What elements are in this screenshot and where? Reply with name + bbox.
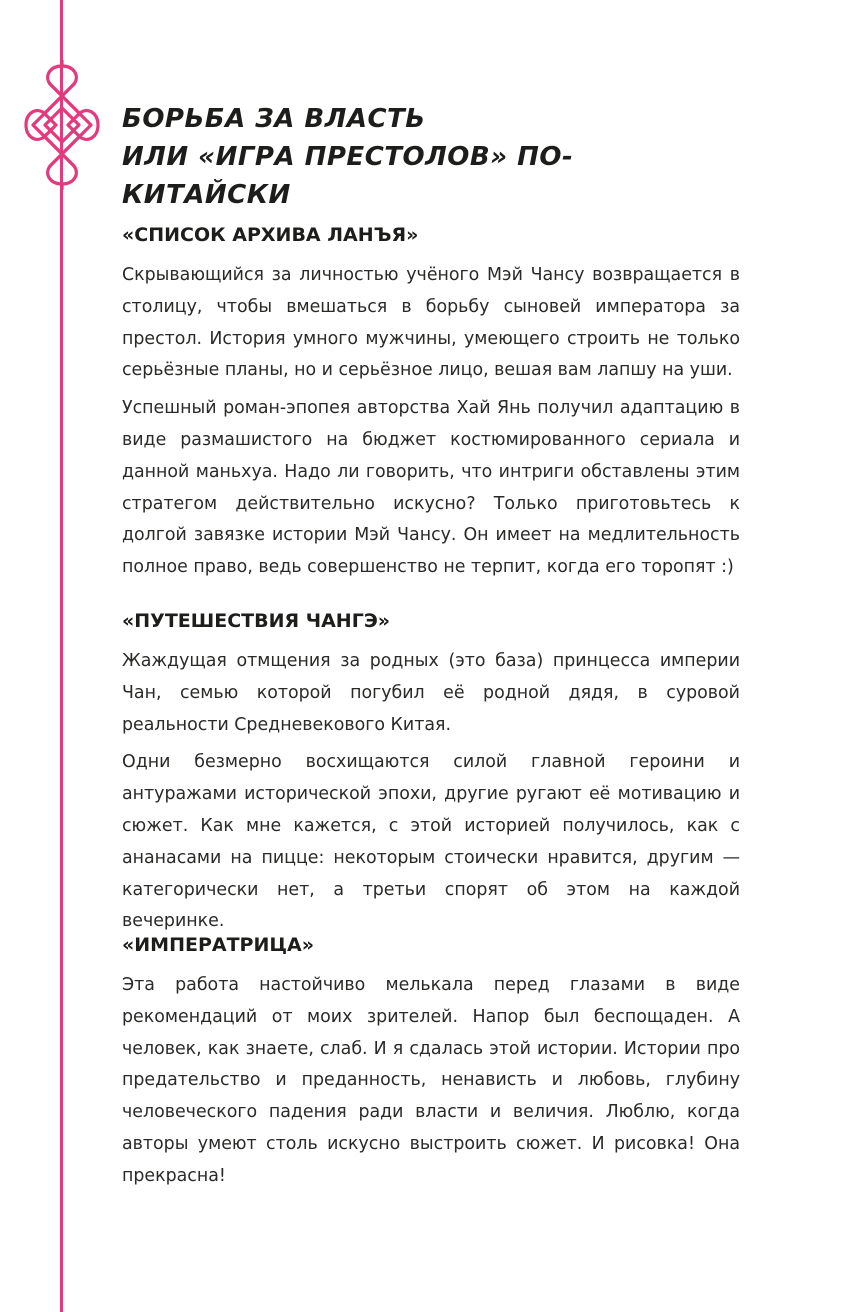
section-langya-archive [122, 222, 740, 584]
section-changge-journeys [122, 608, 740, 938]
section-heading: «СПИСОК АРХИВА ЛАНЪЯ» [122, 224, 419, 246]
chapter-title [122, 100, 740, 214]
margin-accent-line [60, 0, 63, 1312]
endless-knot-icon [22, 60, 102, 190]
chapter-title-line-2: ИЛИ «ИГРА ПРЕСТОЛОВ» ПО-КИТАЙСКИ [122, 142, 574, 210]
section-heading: «ИМПЕРАТРИЦА» [122, 934, 314, 956]
section-empress [122, 932, 740, 1193]
section-paragraph: Одни безмерно восхищаются силой главной героини и антуражами исторической эпохи, другие ругают её мотивацию и сюжет. Как мне кажется, с этой историей получилось, как с ананасами на пицце: некоторым стоически нравится, другим — категорически нет, а третьи спорят об этом на каждой вечеринке. [122, 752, 740, 932]
section-paragraph: Жаждущая отмщения за родных (это база) принцесса империи Чан, семью которой погубил её родной дядя, в суровой реальности Средневекового Китая. [122, 651, 740, 735]
section-paragraph: Успешный роман-эпопея авторства Хай Янь получил адаптацию в виде размашистого на бюджет костюмированного сериала и данной маньхуа. Надо ли говорить, что интриги обставлены этим стратегом действительно искусно? Только приготовьтесь к долгой завязке истории Мэй Чансу. Он имеет на медлительность полное право, ведь совершенство не терпит, когда его торопят :) [122, 398, 740, 578]
section-paragraph: Эта работа настойчиво мелькала перед глазами в виде рекомендаций от моих зрителей. Напор был беспощаден. А человек, как знаете, слаб. И я сдалась этой истории. Истории про предательство и преданность, ненависть и любовь, глубину человеческого падения ради власти и величия. Люблю, когда авторы умеют столь искусно выстроить сюжет. И рисовка! Она прекрасна! [122, 975, 740, 1186]
chapter-title-line-1: БОРЬБА ЗА ВЛАСТЬ [122, 104, 426, 134]
section-paragraph: Скрывающийся за личностью учёного Мэй Чансу возвращается в столицу, чтобы вмешаться в борьбу сыновей императора за престол. История умного мужчины, умеющего строить не только серьёзные планы, но и серьёзное лицо, вешая вам лапшу на уши. [122, 265, 740, 381]
section-heading: «ПУТЕШЕСТВИЯ ЧАНГЭ» [122, 610, 391, 632]
